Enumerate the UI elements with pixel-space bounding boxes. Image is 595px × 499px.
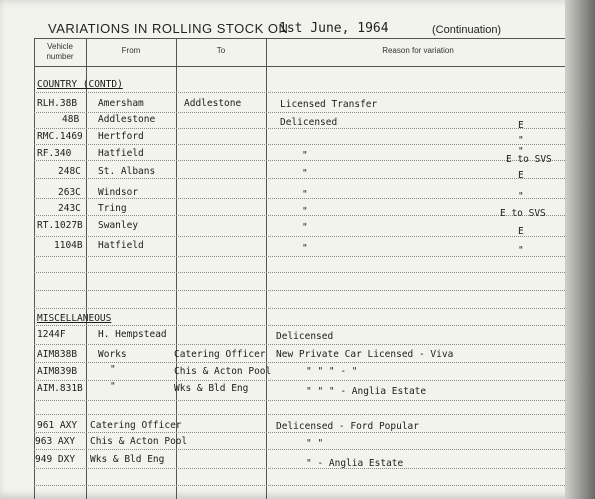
from-cell: Tring — [98, 203, 127, 214]
vehicle-number: RT.1027B — [37, 220, 83, 231]
reason-cell: Delicensed — [276, 331, 334, 342]
column-header-to: To — [216, 46, 226, 55]
section-heading-country: COUNTRY (CONTD) — [37, 79, 123, 90]
document-title: VARIATIONS IN ROLLING STOCK ON — [48, 21, 289, 36]
from-cell: " — [110, 381, 116, 392]
to-cell: Catering Officer — [174, 349, 266, 360]
reason-mark: " — [518, 191, 524, 202]
row-guide — [34, 128, 565, 129]
reason-cell: " — [302, 222, 308, 233]
from-cell: Hatfield — [98, 240, 144, 251]
continuation-label: (Continuation) — [432, 24, 502, 36]
column-header-vehicle: Vehicle number — [46, 42, 74, 61]
vehicle-number: 1244F — [37, 329, 66, 340]
reason-mark: E to SVS — [506, 154, 552, 165]
row-guide — [34, 414, 565, 415]
table-top-rule — [34, 38, 565, 39]
row-guide — [34, 178, 565, 179]
row-guide — [34, 112, 565, 113]
document-date: 1st June, 1964 — [279, 21, 389, 36]
vehicle-number: 243C — [58, 203, 81, 214]
column-header-reason: Reason for variation — [382, 46, 454, 55]
reason-mark: E to SVS — [500, 208, 546, 219]
to-cell: Addlestone — [184, 98, 242, 109]
row-guide — [34, 92, 565, 93]
reason-cell: " — [302, 189, 308, 200]
reason-cell: " " " - Anglia Estate — [306, 386, 427, 397]
reason-mark: E — [518, 226, 524, 237]
header-bottom-rule — [34, 66, 565, 67]
from-cell: Windsor — [98, 187, 139, 198]
reason-cell: Licensed Transfer — [280, 99, 378, 110]
row-guide — [34, 325, 565, 326]
vehicle-number: 1104B — [54, 240, 83, 251]
vehicle-number: AIM838B — [37, 349, 78, 360]
reason-cell: Delicensed — [280, 117, 338, 128]
row-guide — [34, 290, 565, 291]
column-rule — [266, 38, 267, 499]
row-guide — [34, 236, 565, 237]
vehicle-number: RLH.38B — [37, 98, 78, 109]
vehicle-number: 961 AXY — [37, 420, 78, 431]
reason-mark: E — [518, 170, 524, 181]
row-guide — [34, 144, 565, 145]
from-cell: Catering Officer — [90, 420, 182, 431]
column-rule — [34, 38, 35, 499]
row-guide — [34, 256, 565, 257]
vehicle-number: 263C — [58, 187, 81, 198]
from-cell: H. Hempstead — [98, 329, 167, 340]
vehicle-number: 48B — [62, 114, 80, 125]
row-guide — [34, 432, 565, 433]
vehicle-number: AIM.831B — [37, 383, 83, 394]
reason-cell: " - Anglia Estate — [306, 458, 404, 469]
from-cell: Wks & Bld Eng — [90, 454, 165, 465]
row-guide — [34, 308, 565, 309]
column-rule — [86, 38, 87, 499]
row-guide — [34, 468, 565, 469]
reason-mark: " — [518, 146, 524, 157]
from-cell: Addlestone — [98, 114, 156, 125]
row-guide — [34, 160, 565, 161]
section-heading-miscellaneous: MISCELLANEOUS — [37, 313, 112, 324]
from-cell: Chis & Acton Pool — [90, 436, 188, 447]
reason-cell: " " " - " — [306, 366, 358, 377]
reason-cell: " — [302, 206, 308, 217]
vehicle-number: RF.340 — [37, 148, 72, 159]
row-guide — [34, 272, 565, 273]
row-guide — [34, 362, 565, 363]
page-shadow-edge — [565, 0, 595, 499]
row-guide — [34, 215, 565, 216]
reason-cell: " " — [306, 438, 324, 449]
reason-mark: E — [518, 120, 524, 131]
to-cell: Chis & Acton Pool — [174, 366, 272, 377]
reason-cell: " — [302, 243, 308, 254]
from-cell: Swanley — [98, 220, 139, 231]
to-cell: Wks & Bld Eng — [174, 383, 249, 394]
from-cell: St. Albans — [98, 166, 156, 177]
row-guide — [34, 344, 565, 345]
reason-cell: Delicensed - Ford Popular — [276, 421, 419, 432]
reason-cell: " — [302, 168, 308, 179]
reason-cell: " — [302, 150, 308, 161]
vehicle-number: 963 AXY — [35, 436, 76, 447]
row-guide — [34, 449, 565, 450]
from-cell: " — [110, 364, 116, 375]
reason-mark: " — [518, 135, 524, 146]
vehicle-number: AIM839B — [37, 366, 78, 377]
reason-cell: New Private Car Licensed - Viva — [276, 349, 454, 360]
row-guide — [34, 485, 565, 486]
vehicle-number: 949 DXY — [35, 454, 76, 465]
vehicle-number: 248C — [58, 166, 81, 177]
from-cell: Amersham — [98, 98, 144, 109]
row-guide — [34, 198, 565, 199]
from-cell: Hertford — [98, 131, 144, 142]
row-guide — [34, 400, 565, 401]
reason-mark: " — [518, 245, 524, 256]
from-cell: Works — [98, 349, 127, 360]
vehicle-number: RMC.1469 — [37, 131, 83, 142]
column-header-from: From — [121, 46, 141, 55]
from-cell: Hatfield — [98, 148, 144, 159]
